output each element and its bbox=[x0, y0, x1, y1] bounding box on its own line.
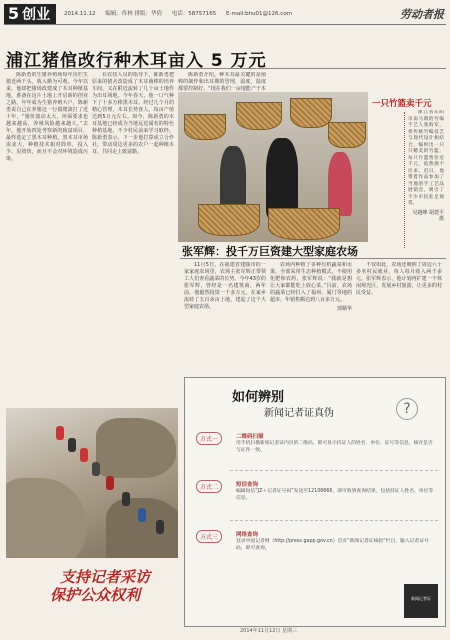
story2-text-1: 11月5日，在福建省建瓯市的一家家庭农场里，农场主张军辉正带领工人们查看蔬菜的长势。今年43岁的张军辉，曾经是一名建筑商，两年前，他毅然投资一千多万元，在家乡流转了五百多亩土地，建起了这个大型家庭农场。 bbox=[184, 262, 266, 310]
photo-caption-text bbox=[408, 110, 444, 250]
hiker-figure bbox=[156, 520, 164, 534]
page-number: 5 bbox=[8, 4, 20, 23]
hiker-figure bbox=[106, 476, 114, 490]
story2-byline: 郭顺华 bbox=[336, 306, 352, 312]
basket-photo bbox=[178, 92, 368, 242]
hiker-figure bbox=[56, 426, 64, 440]
box-title: 如何辨别 bbox=[232, 390, 285, 405]
header-meta bbox=[64, 9, 300, 17]
method-1-tag: 方式一 bbox=[196, 432, 222, 445]
press-card-image bbox=[404, 584, 438, 618]
slogan-calligraphy bbox=[50, 568, 151, 604]
person-figure bbox=[266, 138, 298, 218]
basket-shape bbox=[198, 204, 260, 236]
phone-line: 电话：58757165 bbox=[171, 11, 217, 17]
photo-caption-body: 浙江省东阳市南马镇的竹编手艺人张海军，将传统竹编技艺与现代设计相结合，编织出一只只精美的竹篮。每只竹篮售价近千元，依然供不应求。近日，他带着作品参加了当地的手工艺品展销会，吸引了不少市民驻足观赏。 bbox=[408, 110, 444, 206]
hiker-figure bbox=[68, 438, 76, 452]
page-header bbox=[4, 4, 446, 25]
story1-column-1 bbox=[6, 72, 88, 402]
method-3-title: 网络查询 bbox=[236, 532, 259, 538]
photo-caption-title: 一只竹篮卖千元 bbox=[372, 99, 432, 109]
section-tab bbox=[4, 4, 56, 24]
main-headline: 浦江猪倌改行种木耳亩入 5 万元 bbox=[6, 51, 267, 71]
story2-text-2: 农场内种植了多种有机蔬菜和水果，全部采用生态种植模式，不使用化肥和农药。张军辉说：“我就是想让大家都能吃上放心菜。”目前，农场的蔬菜已经打入了福州、厦门等地的超市，年销售额达到八百多万元。 bbox=[270, 262, 352, 303]
press-card-label: 新闻记者证 bbox=[411, 596, 431, 601]
story2-text-3: 不仅如此，农场还吸纳了周边六十多名村民就业，每人每月收入两千多元。张军辉表示，他计划再扩建一个休闲观光区，发展乡村旅游，让更多的村民受益。 bbox=[356, 262, 442, 296]
footer-date: 2014年11月12日 星期三 bbox=[240, 628, 298, 634]
photo-credit: 吴越峰 胡建平 摄 bbox=[412, 209, 444, 222]
method-divider bbox=[230, 470, 438, 471]
story2-column-3 bbox=[356, 262, 442, 340]
basket-shape bbox=[236, 102, 282, 130]
method-1-title: 二维码扫描 bbox=[236, 434, 264, 440]
question-mark-icon: ? bbox=[396, 398, 418, 420]
basket-shape bbox=[290, 98, 332, 128]
second-headline: 张军辉：投千万巨资建大型家庭农场 bbox=[182, 245, 358, 258]
rock-shape bbox=[106, 498, 178, 558]
method-3-tag: 方式三 bbox=[196, 530, 222, 543]
headline-rule bbox=[4, 68, 446, 69]
method-2-tag: 方式二 bbox=[196, 480, 222, 493]
hiker-figure bbox=[138, 508, 146, 522]
caption-divider bbox=[404, 112, 405, 248]
slogan-line-1: 支持记者采访 bbox=[60, 568, 151, 586]
basket-shape bbox=[328, 122, 366, 148]
story1-text-1: 陈新勇的生猪养殖场每年出栏生猪近两千头，收入颇为可观。今年以来，他却把猪场改建成了木耳种植基地，准备在这片土地上开启新的创业之路。年年成为生猪养殖大户，陈新勇说自己在养猪这一行摸爬滚打了近十年，“猪价波动太大，环保要求也越来越高，养殖风险越来越大。”去年，他开始四处考察新的致富项目，最终选定了黑木耳种植。黑木耳市场需求大，种植技术相对简单，投入少、见效快，而且不会对环境造成污染。 bbox=[6, 72, 88, 162]
section-name: 创业 bbox=[22, 7, 51, 23]
issue-date: 2014.11.12 bbox=[64, 11, 96, 17]
slogan-line-2: 保护公众权利 bbox=[50, 586, 141, 604]
story1-text-2: 在农技人员的指导下，陈新勇把原来的猪舍改造成了木耳菌棒的培养车间，又在附近流转了几十亩土地作为出耳场地。今年春天，他一口气种下了十多万棒黑木耳。经过几个月的精心管理，木耳长势喜人，每亩产值达到5万元左右。如今，陈新勇的木耳基地已经成为当地远近闻名的特色种植基地，不少村民前来学习取经。陈新勇表示，下一步他打算成立合作社，带动周边更多的农户一起种植木耳，共同走上致富路。 bbox=[92, 72, 174, 155]
story1-column-2 bbox=[92, 72, 174, 402]
box-subtitle: 新闻记者证真伪 bbox=[264, 408, 334, 419]
method-1-text: 用手机扫描新闻记者证内页的二维码，即可显示持证人的姓名、单位、证号等信息，核对是否与证件一致。 bbox=[236, 441, 433, 453]
method-2-text: 编辑短信“JZ＋记者证号码”发送至12106666，即可收到查询结果，包括持证人姓名、单位等信息。 bbox=[236, 489, 434, 501]
rock-climbing-photo bbox=[6, 408, 178, 558]
story2-column-1 bbox=[184, 262, 266, 340]
method-divider bbox=[230, 520, 438, 521]
editor-line: 编辑：佟林 排版：华倩 bbox=[105, 11, 162, 17]
rock-shape bbox=[6, 478, 86, 558]
hiker-figure bbox=[122, 492, 130, 506]
masthead: 劳动者报 bbox=[400, 8, 444, 21]
rock-shape bbox=[96, 418, 176, 478]
second-headline-rule bbox=[180, 258, 446, 259]
story1-text-3: 陈新勇介绍，种木耳最关键的是菌棒的制作和出耳期的管理，温度、湿度都要控制好。“现在我们一亩地能产干木 bbox=[178, 72, 266, 92]
basket-shape bbox=[184, 114, 226, 140]
email-line: E-mail:bhu01@126.com bbox=[226, 11, 293, 17]
person-figure bbox=[328, 152, 352, 216]
story2-column-2 bbox=[270, 262, 352, 340]
hiker-figure bbox=[92, 462, 100, 476]
hiker-figure bbox=[80, 448, 88, 462]
method-3-text: 登录中国记者网（http://press.gapp.gov.cn）首页“新闻记者证核验”栏目，输入记者证号码，即可查询。 bbox=[236, 539, 429, 551]
method-2-title: 短信查询 bbox=[236, 482, 259, 488]
basket-shape bbox=[268, 208, 340, 240]
